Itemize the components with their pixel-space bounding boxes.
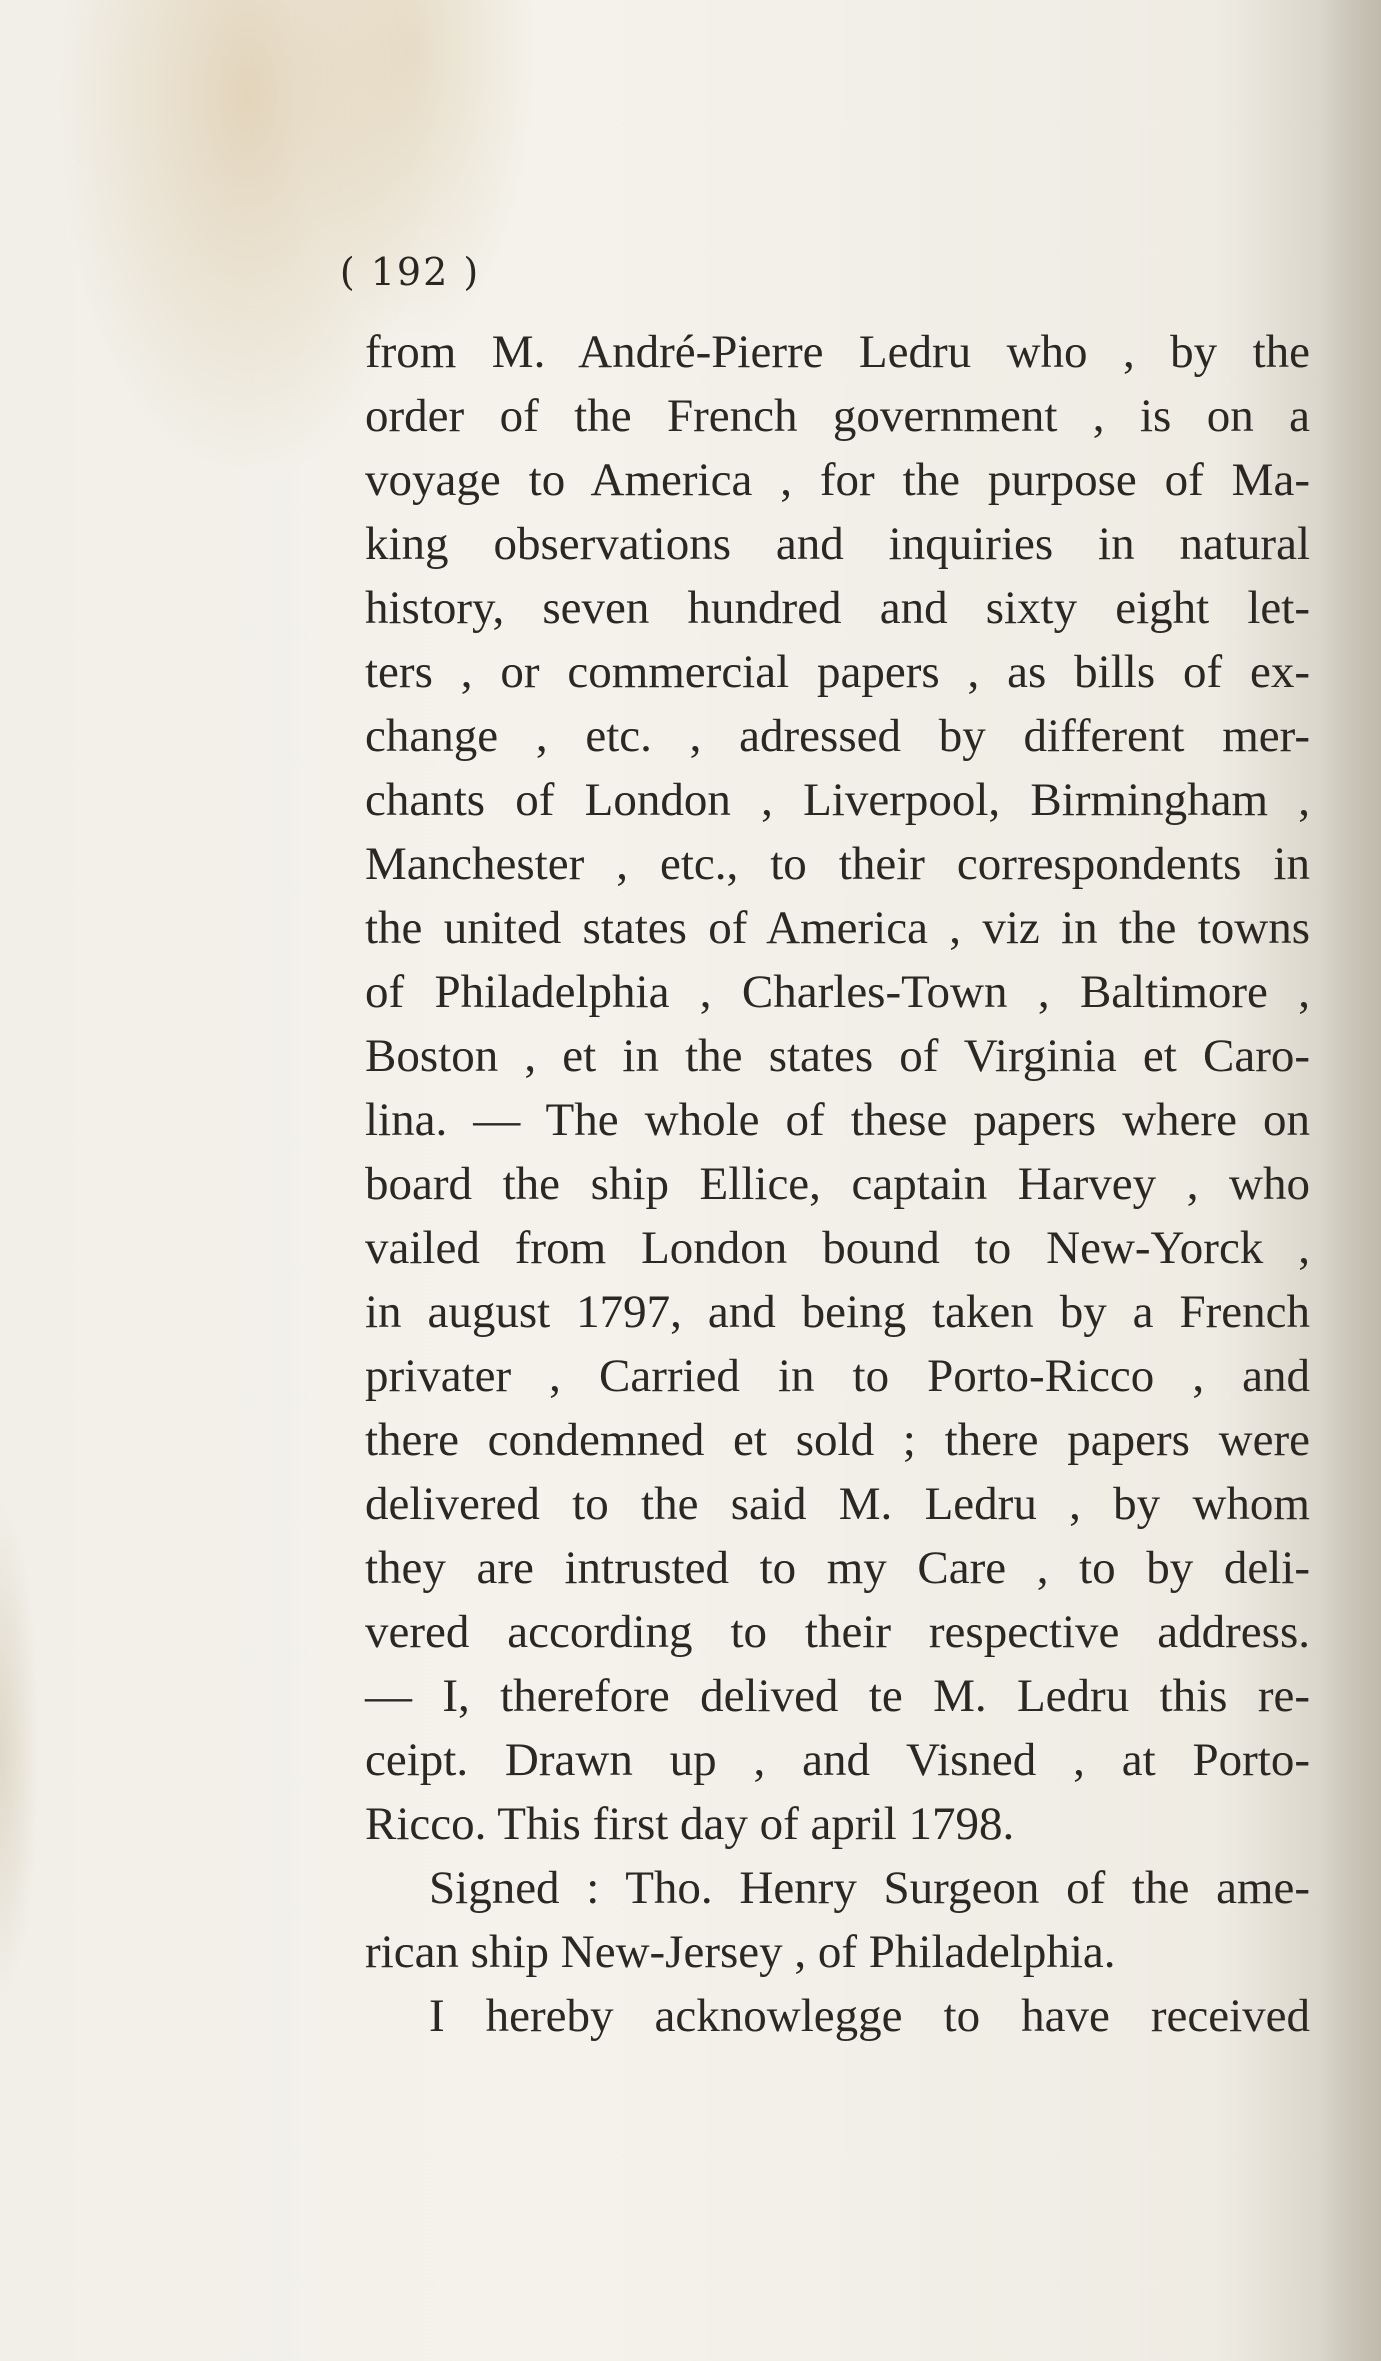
text-line: there condemned et sold ; there papers were <box>365 1414 1310 1466</box>
text-line: they are intrusted to my Care , to by deli- <box>365 1542 1310 1594</box>
text-line: history, seven hundred and sixty eight let- <box>365 582 1310 634</box>
text-line: vailed from London bound to New-Yorck , <box>365 1222 1310 1274</box>
text-line: from M. André-Pierre Ledru who , by the <box>365 326 1310 378</box>
text-line: order of the French government , is on a <box>365 390 1310 442</box>
text-line: chants of London , Liverpool, Birmingham , <box>365 774 1310 826</box>
page-number-text: ( 192 ) <box>339 250 481 294</box>
text-line: Ricco. This first day of april 1798. <box>365 1798 1015 1850</box>
page-number <box>0 250 1381 294</box>
text-line: — I, therefore delived te M. Ledru this re- <box>365 1670 1310 1722</box>
text-line: vered according to their respective address. <box>365 1606 1310 1658</box>
text-line: lina. — The whole of these papers where on <box>365 1094 1310 1146</box>
text-line: I hereby acknowlegge to have received <box>429 1990 1310 2042</box>
text-line: delivered to the said M. Ledru , by whom <box>365 1478 1310 1530</box>
text-line: king observations and inquiries in natural <box>365 518 1310 570</box>
text-line: board the ship Ellice, captain Harvey , who <box>365 1158 1310 1210</box>
text-line: ters , or commercial papers , as bills of ex- <box>365 646 1310 698</box>
text-line: privater , Carried in to Porto-Ricco , and <box>365 1350 1310 1402</box>
text-line: change , etc. , adressed by different mer- <box>365 710 1310 762</box>
text-line: voyage to America , for the purpose of Ma- <box>365 454 1310 506</box>
text-line: of Philadelphia , Charles-Town , Baltimore , <box>365 966 1310 1018</box>
text-line: Manchester , etc., to their correspondents in <box>365 838 1310 890</box>
text-line: in august 1797, and being taken by a French <box>365 1286 1310 1338</box>
text-line: rican ship New-Jersey , of Philadelphia. <box>365 1926 1116 1978</box>
body-text <box>365 320 1310 2048</box>
text-line: the united states of America , viz in the towns <box>365 902 1310 954</box>
page-edge-shadow <box>1321 0 1381 2361</box>
text-line: ceipt. Drawn up , and Visned , at Porto- <box>365 1734 1310 1786</box>
text-line: Signed : Tho. Henry Surgeon of the ame- <box>429 1862 1310 1914</box>
page-stain <box>0 1500 40 2000</box>
text-line: Boston , et in the states of Virginia et Caro- <box>365 1030 1310 1082</box>
